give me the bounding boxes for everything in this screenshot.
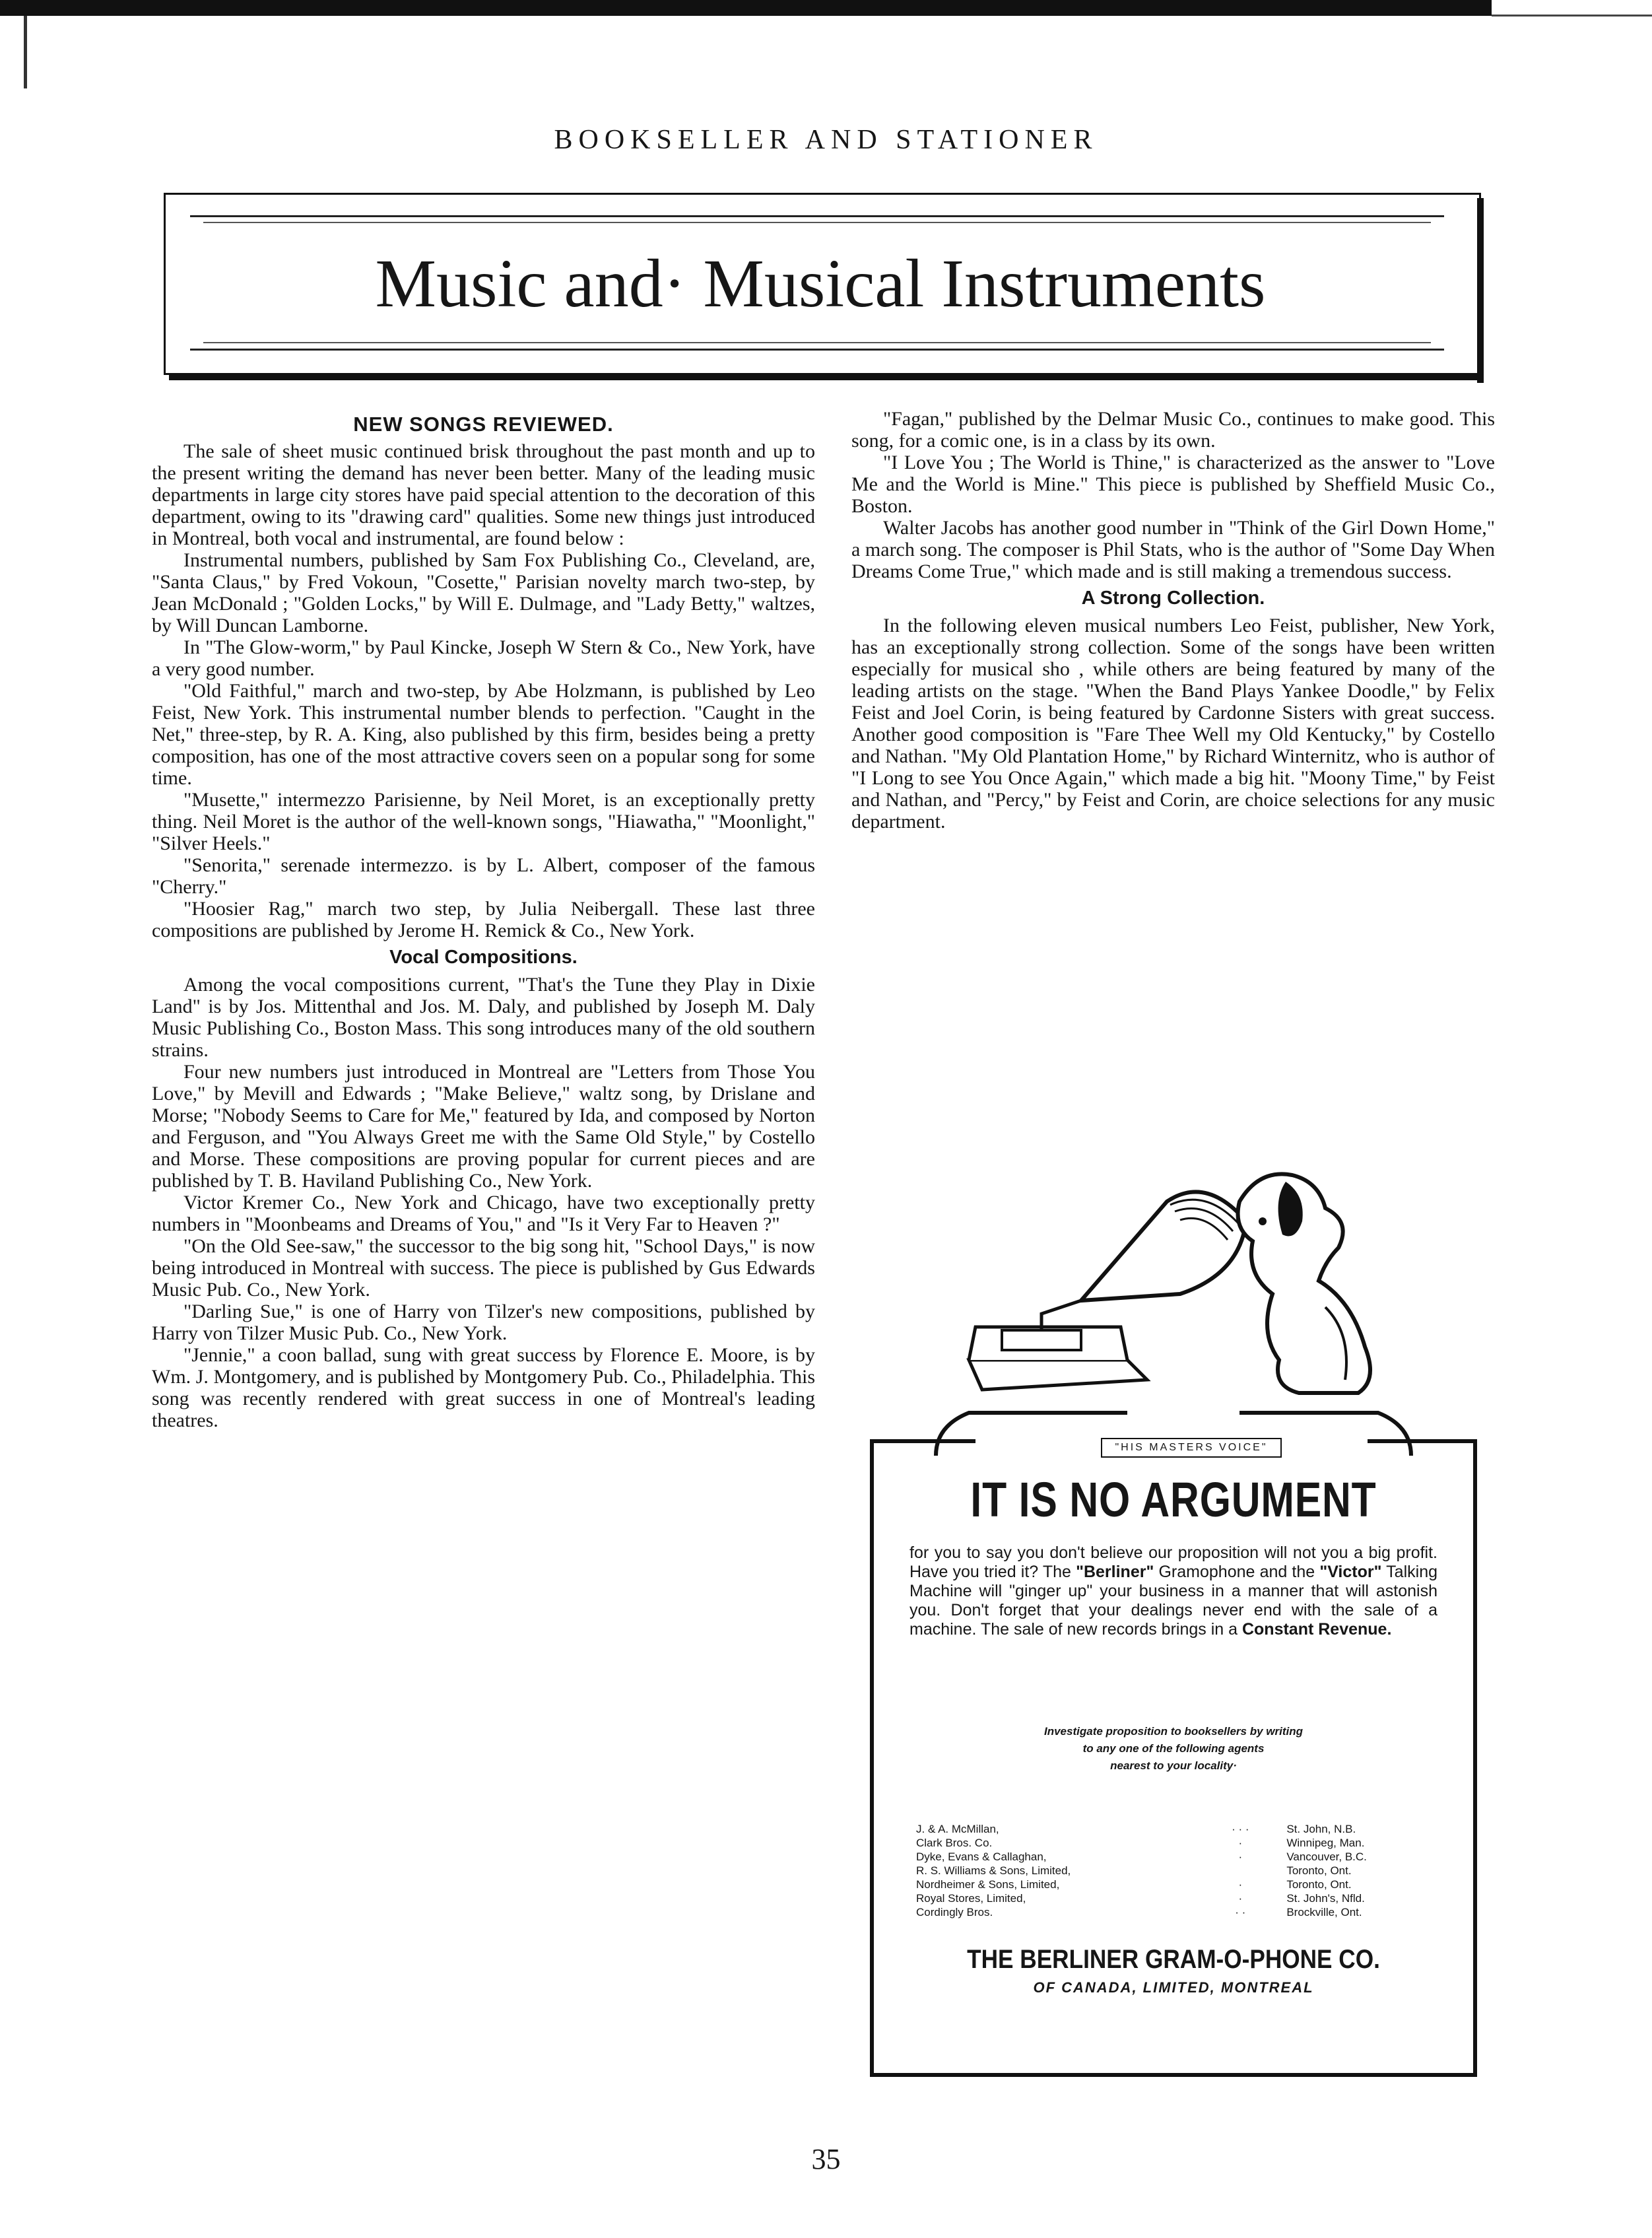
agent-dots: ·: [1238, 1878, 1243, 1891]
article-paragraph: In "The Glow-worm," by Paul Kincke, Joseph W Stern & Co., New York, have a very good number.: [152, 636, 815, 680]
article-paragraph: The sale of sheet music continued brisk throughout the past month and up to the present writing the demand has never been better. Many of the leading music departments in large city stores have paid special attention to the decoration of this department, owing to its "drawing card" qualities. Some new things just introduced in Montreal, both vocal and instrumental, are found below :: [152, 440, 815, 549]
company-name: THE BERLINER GRAM-O-PHONE CO.: [967, 1945, 1380, 1974]
invite-line: to any one of the following agents: [1082, 1742, 1265, 1755]
agent-dots: · ·: [1235, 1906, 1246, 1918]
agent-row: [916, 1864, 1431, 1878]
article-paragraph: "Old Faithful," march and two-step, by Abe Holzmann, is published by Leo Feist, New York. This instrumental number blends to perfection. "Caught in the Net," three-step, by R. A. King, also published by this firm, besides being a pretty composition, has one of the most attractive covers seen on a popular song for some time.: [152, 680, 815, 789]
ad-body-text: Talking Machine will "ginger up" your business in a manner that will astonish you. Don't forget that your dealings never end with the sale of a machine. The sale of new records brings in a: [909, 1563, 1437, 1639]
agent-dots: [1194, 1864, 1286, 1878]
banner-rule-bottom: [190, 349, 1444, 351]
banner-rule-top-inner: [203, 222, 1431, 223]
left-margin-mark: [24, 16, 27, 88]
agent-name: J. & A. McMillan,: [916, 1823, 999, 1835]
banner-shadow-bottom: [169, 374, 1484, 380]
berliner-brand: "Berliner": [1076, 1563, 1154, 1581]
left-column: [152, 408, 815, 1431]
page-number: 35: [811, 2143, 841, 2175]
agents-list: [916, 1822, 1431, 1919]
right-column: [851, 408, 1495, 832]
invite-line: Investigate proposition to booksellers by writing: [1044, 1725, 1303, 1738]
agent-dots: ·: [1238, 1892, 1243, 1905]
victor-brand: "Victor": [1319, 1563, 1382, 1581]
article-paragraph: In the following eleven musical numbers Leo Feist, publisher, New York, has an exceptionally strong collection. Some of the songs have been written especially for musical sho , while others are being featured by many of the leading artists on the stage. "When the Band Plays Yankee Doodle," by Felix Feist and Joel Corin, is being featured by Cardonne Sisters with great success. Another good composition is "Fare Thee Well my Old Kentucky," by Costello and Nathan. "My Old Plantation Home," by Richard Winternitz, who is author of "I Long to see You Once Again," which made a big hit. "Moony Time," by Feist and Nathan, and "Percy," by Feist and Corin, are choice selections for any music department.: [851, 615, 1495, 832]
image-caption: "HIS MASTERS VOICE": [1101, 1438, 1282, 1458]
top-border-thin: [1492, 15, 1652, 17]
agent-name: Dyke, Evans & Callaghan,: [916, 1850, 1047, 1863]
vocal-compositions-heading: Vocal Compositions.: [389, 947, 578, 968]
invite-line: nearest to your locality·: [1110, 1759, 1237, 1772]
agent-dots: ·: [1238, 1837, 1243, 1849]
section-title: Music and· Musical Instruments: [375, 246, 1266, 322]
dog-nipper-icon: [1238, 1174, 1371, 1393]
agent-dots: ·: [1238, 1850, 1243, 1863]
agent-city: Toronto, Ont.: [1286, 1878, 1352, 1891]
agent-city: St. John's, Nfld.: [1286, 1892, 1365, 1905]
ad-body-text: Gramophone and the: [1154, 1563, 1320, 1581]
banner-shadow-right: [1477, 198, 1484, 383]
agent-row: [916, 1836, 1431, 1850]
article-paragraph: Among the vocal compositions current, "That's the Tune they Play in Dixie Land" is by Jos. Mittenthal and Jos. M. Daly, and published by Joseph M. Daly Music Publishing Co., Boston Mass. This song introduces many of the old southern strains.: [152, 974, 815, 1061]
article-paragraph: "Senorita," serenade intermezzo. is by L. Albert, composer of the famous "Cherry.": [152, 854, 815, 898]
ad-body: [909, 1543, 1437, 1639]
article-paragraph: "Darling Sue," is one of Harry von Tilzer's new compositions, published by Harry von Tilzer Music Pub. Co., New York.: [152, 1301, 815, 1344]
agent-row: [916, 1822, 1431, 1836]
agent-row: [916, 1891, 1431, 1905]
agent-city: Brockville, Ont.: [1286, 1906, 1362, 1918]
his-masters-voice-illustration: [929, 1162, 1418, 1456]
agent-name: R. S. Williams & Sons, Limited,: [916, 1864, 1071, 1877]
agent-city: Winnipeg, Man.: [1286, 1837, 1365, 1849]
article-paragraph: "I Love You ; The World is Thine," is characterized as the answer to "Love Me and the World is Mine." This piece is published by Sheffield Music Co., Boston.: [851, 452, 1495, 517]
banner-rule-bottom-inner: [203, 342, 1431, 343]
strong-collection-heading: A Strong Collection.: [1081, 588, 1265, 609]
agent-dots: · · ·: [1232, 1823, 1249, 1835]
berliner-advertisement: [870, 1162, 1477, 2080]
running-head: BOOKSELLER AND STATIONER: [554, 125, 1098, 155]
article-paragraph: "Hoosier Rag," march two step, by Julia Neibergall. These last three compositions are published by Jerome H. Remick & Co., New York.: [152, 898, 815, 941]
ad-box-top-right: [1368, 1439, 1473, 1443]
top-border-bar: [0, 0, 1492, 16]
agent-name: Cordingly Bros.: [916, 1906, 993, 1918]
section-banner: [164, 193, 1481, 384]
agent-city: Vancouver, B.C.: [1286, 1850, 1367, 1863]
agent-row: [916, 1850, 1431, 1864]
agent-row: [916, 1878, 1431, 1891]
agent-name: Clark Bros. Co.: [916, 1837, 993, 1849]
ad-invitation: [949, 1723, 1398, 1775]
gramophone-base-icon: [969, 1360, 1147, 1390]
article-paragraph: Walter Jacobs has another good number in "Think of the Girl Down Home," a march song. The composer is Phil Stats, who is the author of "Some Day When Dreams Come True," which made and is still making a tremendous success.: [851, 517, 1495, 582]
article-paragraph: Four new numbers just introduced in Montreal are "Letters from Those You Love," by Mevill and Edwards ; "Make Believe," waltz song, by Drislane and Morse; "Nobody Seems to Care for Me," featured by Ida, and composed by Norton and Ferguson, and "You Always Greet me with the Same Old Style," by Costello and Morse. These compositions are proving popular for current pieces and are published by T. B. Haviland Publishing Co., New York.: [152, 1061, 815, 1192]
agent-city: Toronto, Ont.: [1286, 1864, 1352, 1877]
agent-name: Nordheimer & Sons, Limited,: [916, 1878, 1060, 1891]
article-paragraph: "Fagan," published by the Delmar Music Co., continues to make good. This song, for a comic one, is in a class by its own.: [851, 408, 1495, 452]
agent-city: St. John, N.B.: [1286, 1823, 1356, 1835]
constant-revenue: Constant Revenue.: [1241, 1620, 1392, 1639]
company-location: OF CANADA, LIMITED, MONTREAL: [1033, 1979, 1314, 1996]
ad-headline: IT IS NO ARGUMENT: [970, 1472, 1377, 1527]
article-paragraph: Victor Kremer Co., New York and Chicago, have two exceptionally pretty numbers in "Moonbeams and Dreams of You," and "Is it Very Far to Heaven ?": [152, 1192, 815, 1235]
article-paragraph: Instrumental numbers, published by Sam Fox Publishing Co., Cleveland, are, "Santa Claus," by Fred Vokoun, "Cosette," Parisian novelty march two-step, by Jean McDonald ; "Golden Locks," by Will E. Dulmage, and "Lady Betty," waltzes, by Will Duncan Lamborne.: [152, 549, 815, 636]
agent-row: [916, 1905, 1431, 1919]
ad-body-text: for you to say you don't believe our proposition will not you a big profit. Have you tried it? The: [909, 1543, 1437, 1581]
new-songs-heading: NEW SONGS REVIEWED.: [353, 413, 614, 436]
article-paragraph: "Jennie," a coon ballad, sung with great success by Florence E. Moore, is by Wm. J. Montgomery, and is published by Montgomery Pub. Co., Philadelphia. This song was recently rendered with great success in one of Montreal's leading theatres.: [152, 1344, 815, 1431]
ad-box-top-left: [870, 1439, 975, 1443]
article-paragraph: "On the Old See-saw," the successor to the big song hit, "School Days," is now being introduced in Montreal with success. The piece is published by Gus Edwards Music Pub. Co., New York.: [152, 1235, 815, 1301]
article-paragraph: "Musette," intermezzo Parisienne, by Neil Moret, is an exceptionally pretty thing. Neil Moret is the author of the well-known songs, "Hiawatha," "Moonlight," "Silver Heels.": [152, 789, 815, 854]
banner-rule-top: [190, 215, 1444, 217]
agent-name: Royal Stores, Limited,: [916, 1892, 1026, 1905]
